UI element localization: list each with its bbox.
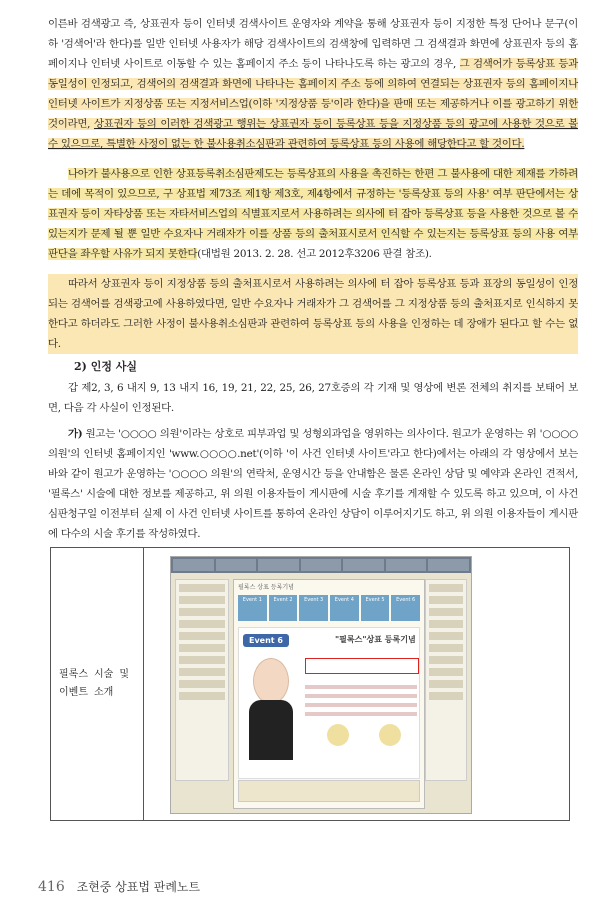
paragraph-4: 갑 제2, 3, 6 내지 9, 13 내지 16, 19, 21, 22, 25, 26, 27호증의 각 기재 및 영상에 변론 전체의 취지를 보태어 보면, 다음 각 사실이 인정된다. <box>48 382 578 414</box>
bubble-icon <box>327 724 349 746</box>
screenshot-banner <box>238 627 420 779</box>
page-footer <box>38 878 200 895</box>
page-number: 416 <box>38 879 65 895</box>
bubble-icon <box>379 724 401 746</box>
screenshot-footer-strip <box>238 780 420 802</box>
paragraph-5-body: 원고는 '○○○○ 의원'이라는 상호로 피부과업 및 성형외과업을 영위하는 의사이다. 원고가 운영하는 위 '○○○○ 의원'의 인터넷 홈페이지인 'www.○○○○.net'(이하 '이 사건 인터넷 사이트'라고 한다)에서는 아래의 각 영상에서 보는 바와 같이 원고가 운영하는 '○○○○ 의원'의 연락처, 운영시간 등을 안내함은 물론 온라인 상담 및 예약과 온라인 견적서, '필록스' 시술에 대한 정보를 제공하고, 위 의원 이용자들이 게시판에 시술 후기를 게재할 수 있도록 하고 있으며, 이 사건 심판청구일 이전부터 실제 이 사건 인터넷 사이트를 통하여 온라인 상담이 이루어지기도 하고, 위 의원 이용자들이 게시판에 다수의 시술 후기를 작성하였다. <box>48 428 578 540</box>
screenshot-event-tabs: Event 1 Event 2 Event 3 Event 4 Event 5 Event 6 <box>234 593 424 623</box>
document-body <box>48 14 578 544</box>
highlight-box <box>305 658 419 674</box>
screenshot-main <box>233 579 425 809</box>
model-photo <box>253 658 289 704</box>
event-badge: Event 6 <box>243 634 289 647</box>
paragraph-1-conclusion: 상표권자 등의 이러한 검색광고 행위는 상표권자 등이 등록상표 등을 지정상품 등의 광고에 사용한 것으로 볼 수 있으므로, 특별한 사정이 없는 한 불사용취소심판과 관련하여 등록상표 등의 사용에 해당한다고 할 것이다. <box>48 118 578 150</box>
item-marker: 가) <box>68 428 83 440</box>
paragraph-1-intro: 이른바 검색광고 즉, 상표권자 등이 인터넷 검색사이트 운영자와 계약을 통해 상표권자 등이 지정한 특정 단어나 문구(이하 '검색어'라 한다)를 일반 인터넷 사용자가 해당 검색사이트의 검색창에 입력하면 그 검색결과 화면에 상표권자 등의 홈페이지나 인터넷 사이트로 이동할 수 있는 홈페이지 주소 등이 나타나도록 하는 광고의 경우, <box>48 18 578 70</box>
figure-label: 필록스 시술 및 이벤트 소개 <box>51 548 144 820</box>
screenshot-topbar <box>171 557 471 573</box>
website-screenshot <box>170 556 472 814</box>
model-body <box>249 700 293 760</box>
paragraph-1 <box>48 14 578 154</box>
screenshot-section-title: 필록스 상표 등록기념 <box>238 584 294 591</box>
banner-text-lines <box>305 680 417 721</box>
banner-title: "필록스"상표 등록기념 <box>335 635 416 644</box>
figure-cell <box>144 548 569 820</box>
paragraph-3: 따라서 상표권자 등이 지정상품 등의 출처표시로서 사용하려는 의사에 터 잡아 등록상표 등과 표장의 동일성이 인정되는 검색어를 검색광고에 사용하였다면, 일반 수요자나 거래자가 그 검색어를 그 지정상품 등의 출처표지로 인식하지 못한다고 하더라도 그러한 사정이 불사용취소심판과 관련하여 등록상표 등의 사용을 인정하는 데 장애가 된다고 할 수는 없다. <box>48 274 578 354</box>
figure-table <box>50 547 570 821</box>
paragraph-2 <box>48 164 578 264</box>
book-title: 조현중 상표법 판례노트 <box>76 880 201 894</box>
section-heading: 2) 인정 사실 <box>74 360 138 373</box>
paragraph-5 <box>48 424 578 544</box>
paragraph-2-body: 나아가 불사용으로 인한 상표등록취소심판제도는 등록상표의 사용을 촉진하는 한편 그 불사용에 대한 제재를 가하려는 데에 목적이 있으므로, 구 상표법 제73조 제1항 제3호, 제4항에서 규정하는 '등록상표 등의 사용' 여부 판단에서는 상표권자 등이 자타상품 또는 자타서비스업의 식별표지로서 사용하려는 의사에 터 잡아 등록상표 등을 사용한 것으로 볼 수 있는지가 문제 될 뿐 일반 수요자나 거래자가 이를 상품 등의 출처표시로서 인식할 수 있는지는 등록상표 등의 사용 여부 판단을 좌우할 사유가 되지 못한다 <box>48 168 578 260</box>
screenshot-left-menu <box>175 579 229 781</box>
screenshot-right-menu <box>425 579 467 781</box>
paragraph-1-highlight: 그 검색어가 등록상표 등과 동일성이 인정되고, 검색어의 검색결과 화면에 나타나는 홈페이지 주소 등에 의하여 연결되는 상표권자 등의 홈페이지나 인터넷 사이트가 지정상품 또는 지정서비스업(이하 '지정상품 등'이라 한다)을 판매 또는 제공하거나 이를 광고하기 위한 것이라면, <box>48 58 578 130</box>
paragraph-2-citation: (대법원 2013. 2. 28. 선고 2012후3206 판결 참조). <box>197 248 432 260</box>
